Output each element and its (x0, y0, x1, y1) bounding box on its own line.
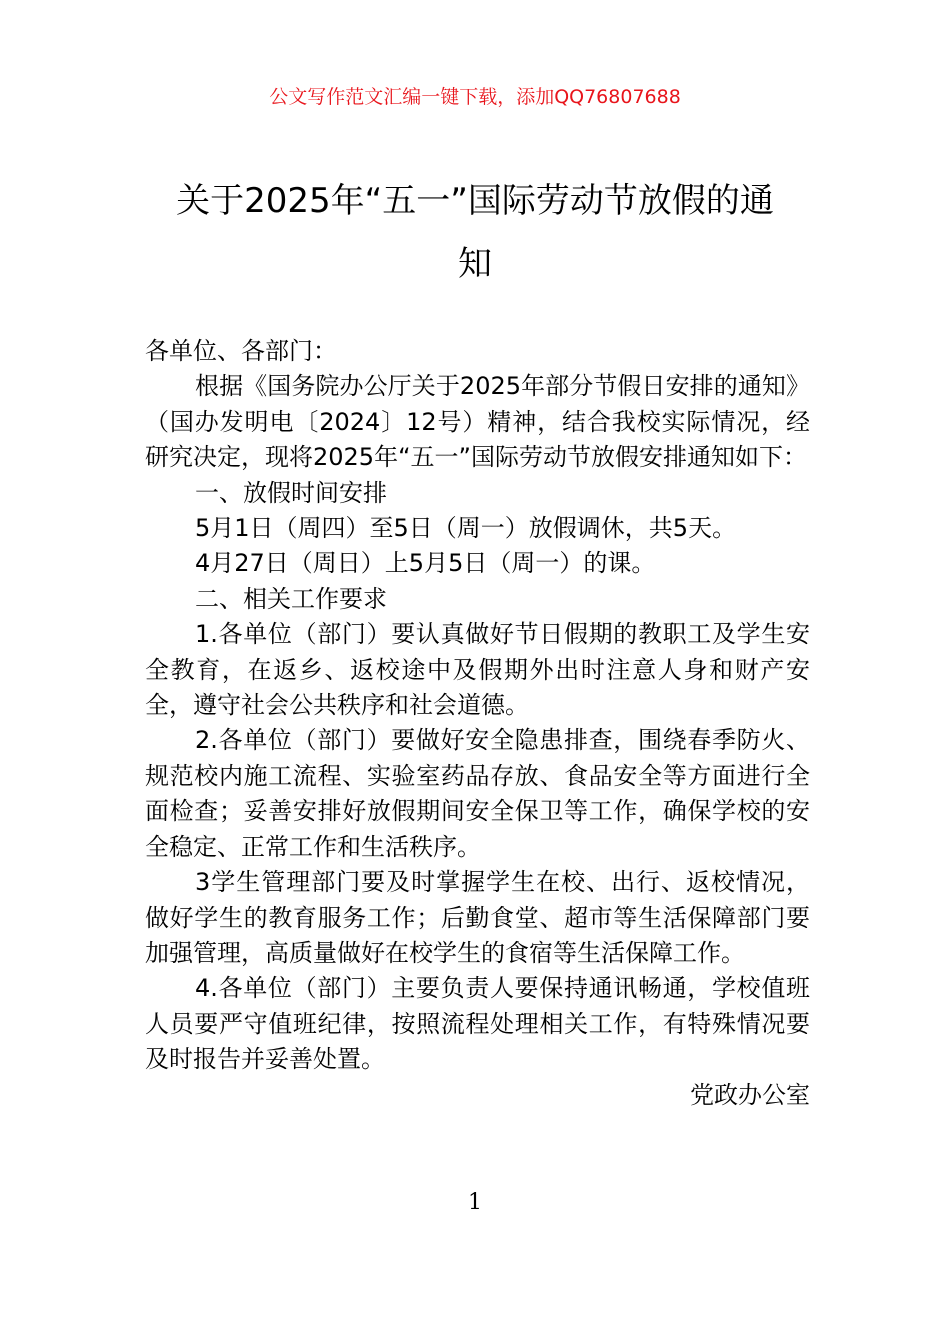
intro-paragraph: 根据《国务院办公厅关于2025年部分节假日安排的通知》（国办发明电〔2024〕12号）精神，结合我校实际情况，经研究决定，现将2025年“五一”国际劳动节放假安排通知如下： (145, 372, 810, 472)
section-1-heading: 一、放假时间安排 (195, 478, 387, 507)
document-title (145, 170, 805, 296)
section-2-heading: 二、相关工作要求 (195, 584, 387, 613)
page-number: 1 (468, 1190, 482, 1215)
download-banner: 公文写作范文汇编一键下载，添加QQ76807688 (269, 86, 681, 108)
requirement-3: 3学生管理部门要及时掌握学生在校、出行、返校情况，做好学生的教育服务工作；后勤食堂、超市等生活保障部门要加强管理，高质量做好在校学生的食宿等生活保障工作。 (145, 868, 810, 967)
requirement-4: 4.各单位（部门）主要负责人要保持通讯畅通，学校值班人员要严守值班纪律，按照流程处理相关工作，有特殊情况要及时报告并妥善处置。 (145, 974, 810, 1074)
document-body (145, 334, 810, 1113)
title-line-1: 关于2025年“五一”国际劳动节放假的通 (176, 181, 774, 221)
requirement-2: 2.各单位（部门）要做好安全隐患排查，围绕春季防火、规范校内施工流程、实验室药品存放、食品安全等方面进行全面检查；妥善安排好放假期间安全保卫等工作，确保学校的安全稳定、正常工作和生活秩序。 (145, 726, 810, 861)
makeup-class-line: 4月27日（周日）上5月5日（周一）的课。 (195, 549, 656, 578)
signature: 党政办公室 (690, 1080, 810, 1109)
salutation: 各单位、各部门： (145, 337, 337, 365)
title-line-2: 知 (458, 244, 492, 284)
requirement-1: 1.各单位（部门）要认真做好节日假期的教职工及学生安全教育，在返乡、返校途中及假期外出时注意人身和财产安全，遵守社会公共秩序和社会道德。 (145, 620, 810, 720)
holiday-dates-line: 5月1日（周四）至5日（周一）放假调休，共5天。 (195, 514, 737, 543)
